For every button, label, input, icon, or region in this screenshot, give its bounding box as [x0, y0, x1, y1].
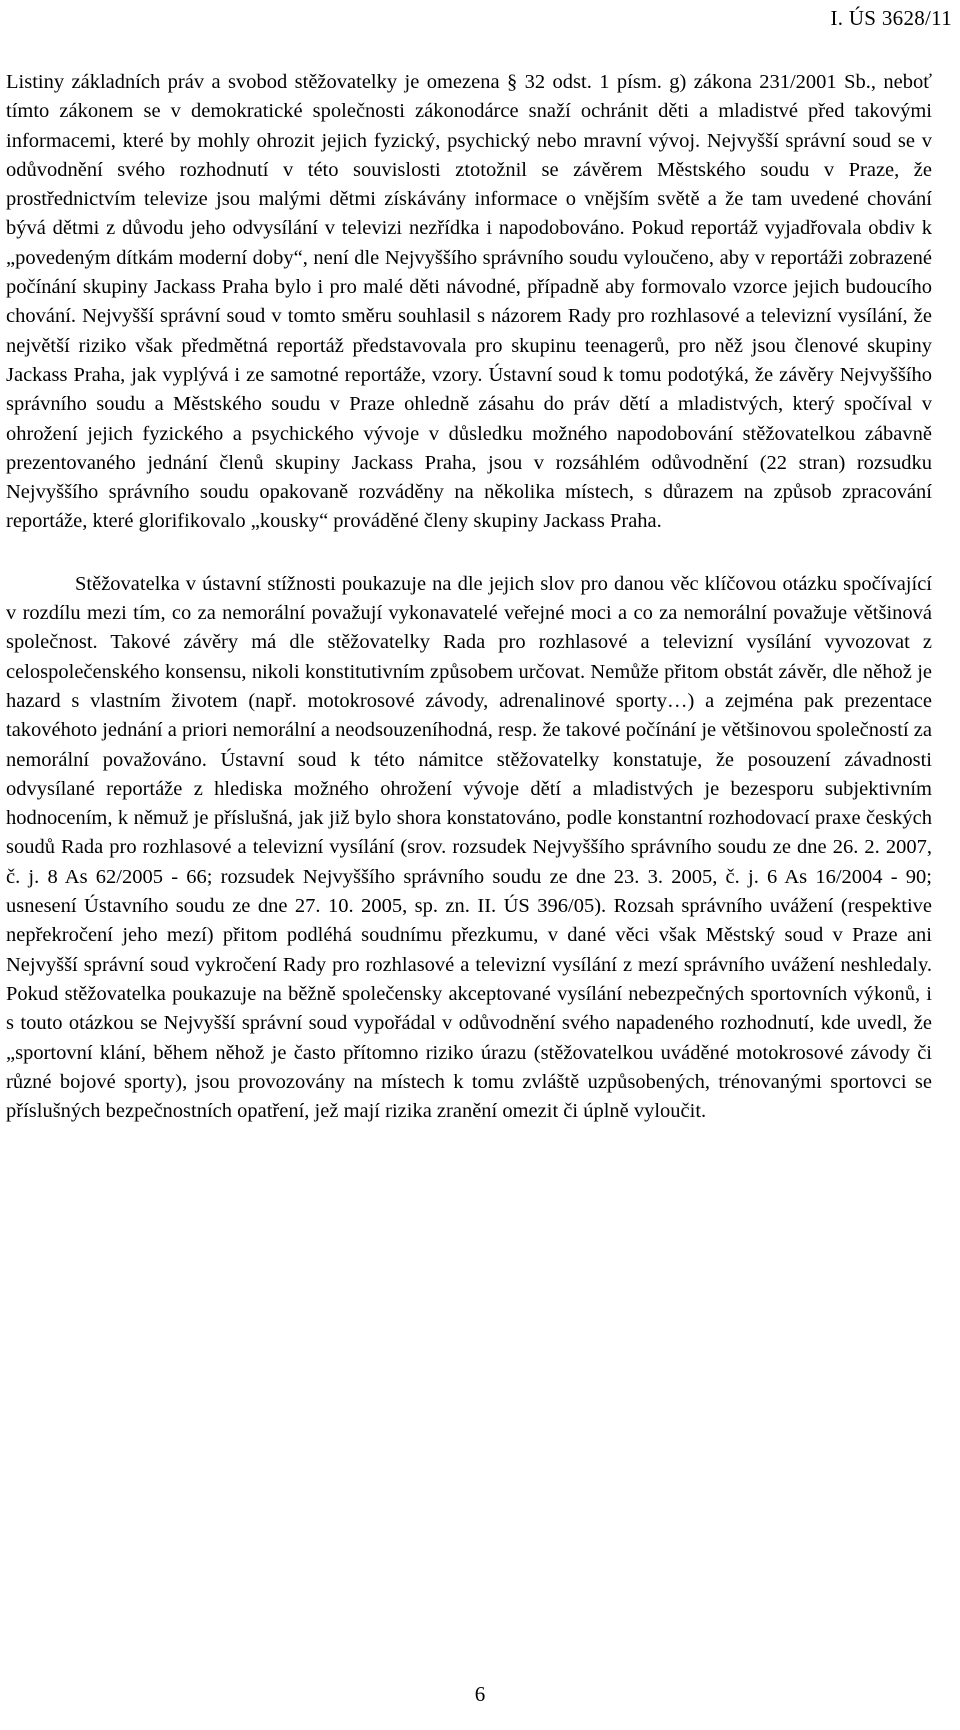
- document-body: [6, 68, 932, 1126]
- case-number-header: I. ÚS 3628/11: [830, 6, 952, 30]
- paragraph-2: Stěžovatelka v ústavní stížnosti poukazuje na dle jejich slov pro danou věc klíčovou otázku spočívající v rozdílu mezi tím, co za nemorální považují vykonavatelé veřejné moci a co za nemorální považuje většinová společnost. Takové závěry má dle stěžovatelky Rada pro rozhlasové a televizní vysílání vyvozovat z celospolečenského konsensu, nikoli konstitutivním způsobem určovat. Nemůže přitom obstát závěr, dle něhož je hazard s vlastním životem (např. motokrosové závody, adrenalinové sporty…) a zejména pak prezentace takovéhoto jednání a priori nemorální a neodsouzeníhodná, resp. že takové počínání je většinovou společností za nemorální považováno. Ústavní soud k této námitce stěžovatelky konstatuje, že posouzení závadnosti odvysílané reportáže z hlediska možného ohrožení vývoje dětí a mladistvých je bezesporu subjektivním hodnocením, k němuž je příslušná, jak již bylo shora konstatováno, podle konstantní rozhodovací praxe českých soudů Rada pro rozhlasové a televizní vysílání (srov. rozsudek Nejvyššího správního soudu ze dne 26. 2. 2007, č. j. 8 As 62/2005 - 66; rozsudek Nejvyššího správního soudu ze dne 23. 3. 2005, č. j. 6 As 16/2004 - 90; usnesení Ústavního soudu ze dne 27. 10. 2005, sp. zn. II. ÚS 396/05). Rozsah správního uvážení (respektive nepřekročení jeho mezí) přitom podléhá soudnímu přezkumu, v dané věci však Městský soud v Praze ani Nejvyšší správní soud vykročení Rady pro rozhlasové a televizní vysílání z mezí správního uvážení neshledaly. Pokud stěžovatelka poukazuje na běžně společensky akceptované vysílání nebezpečných sportovních výkonů, i s touto otázkou se Nejvyšší správní soud vypořádal v odůvodnění svého napadeného rozhodnutí, kde uvedl, že „sportovní klání, během něhož je často přítomno riziko úrazu (stěžovatelkou uváděné motokrosové závody či různé bojové sporty), jsou provozovány na místech k tomu zvláště uzpůsobených, trénovanými sportovci se příslušných bezpečnostních opatření, jež mají rizika zranění omezit či úplně vyloučit.: [6, 572, 932, 1123]
- page-number: 6: [474, 1682, 486, 1706]
- paragraph-1: Listiny základních práv a svobod stěžovatelky je omezena § 32 odst. 1 písm. g) zákona 231/2001 Sb., neboť tímto zákonem se v demokratické společnosti zákonodárce snaží ochránit děti a mladistvé před takovými informacemi, které by mohly ohrozit jejich fyzický, psychický nebo mravní vývoj. Nejvyšší správní soud se v odůvodnění svého rozhodnutí v této souvislosti ztotožnil se závěrem Městského soudu v Praze, že prostřednictvím televize jsou malými dětmi získávány informace o vnějším světě a že tam uvedené chování bývá dětmi z důvodu jeho odvysílání v televizi nezřídka i napodobováno. Pokud reportáž vyjadřovala obdiv k „povedeným dítkám moderní doby“, není dle Nejvyššího správního soudu vyloučeno, aby v reportáži zobrazené počínání skupiny Jackass Praha bylo i pro malé děti návodné, případně aby formovalo vzorce jejich budoucího chování. Nejvyšší správní soud v tomto směru souhlasil s názorem Rady pro rozhlasové a televizní vysílání, že největší riziko však předmětná reportáž představovala pro skupinu teenagerů, pro něž jsou členové skupiny Jackass Praha, jak vyplývá i ze samotné reportáže, vzory. Ústavní soud k tomu podotýká, že závěry Nejvyššího správního soudu a Městského soudu v Praze ohledně zásahu do práv dětí a mladistvých, který spočíval v ohrožení jejich fyzického a psychického vývoje v důsledku možného napodobování stěžovatelkou zábavně prezentovaného jednání členů skupiny Jackass Praha, jsou v rozsáhlém odůvodnění (22 stran) rozsudku Nejvyššího správního soudu opakovaně rozváděny na několika místech, s důrazem na způsob zpracování reportáže, které glorifikovalo „kousky“ prováděné členy skupiny Jackass Praha.: [6, 71, 932, 533]
- paragraph-spacer: [6, 537, 932, 570]
